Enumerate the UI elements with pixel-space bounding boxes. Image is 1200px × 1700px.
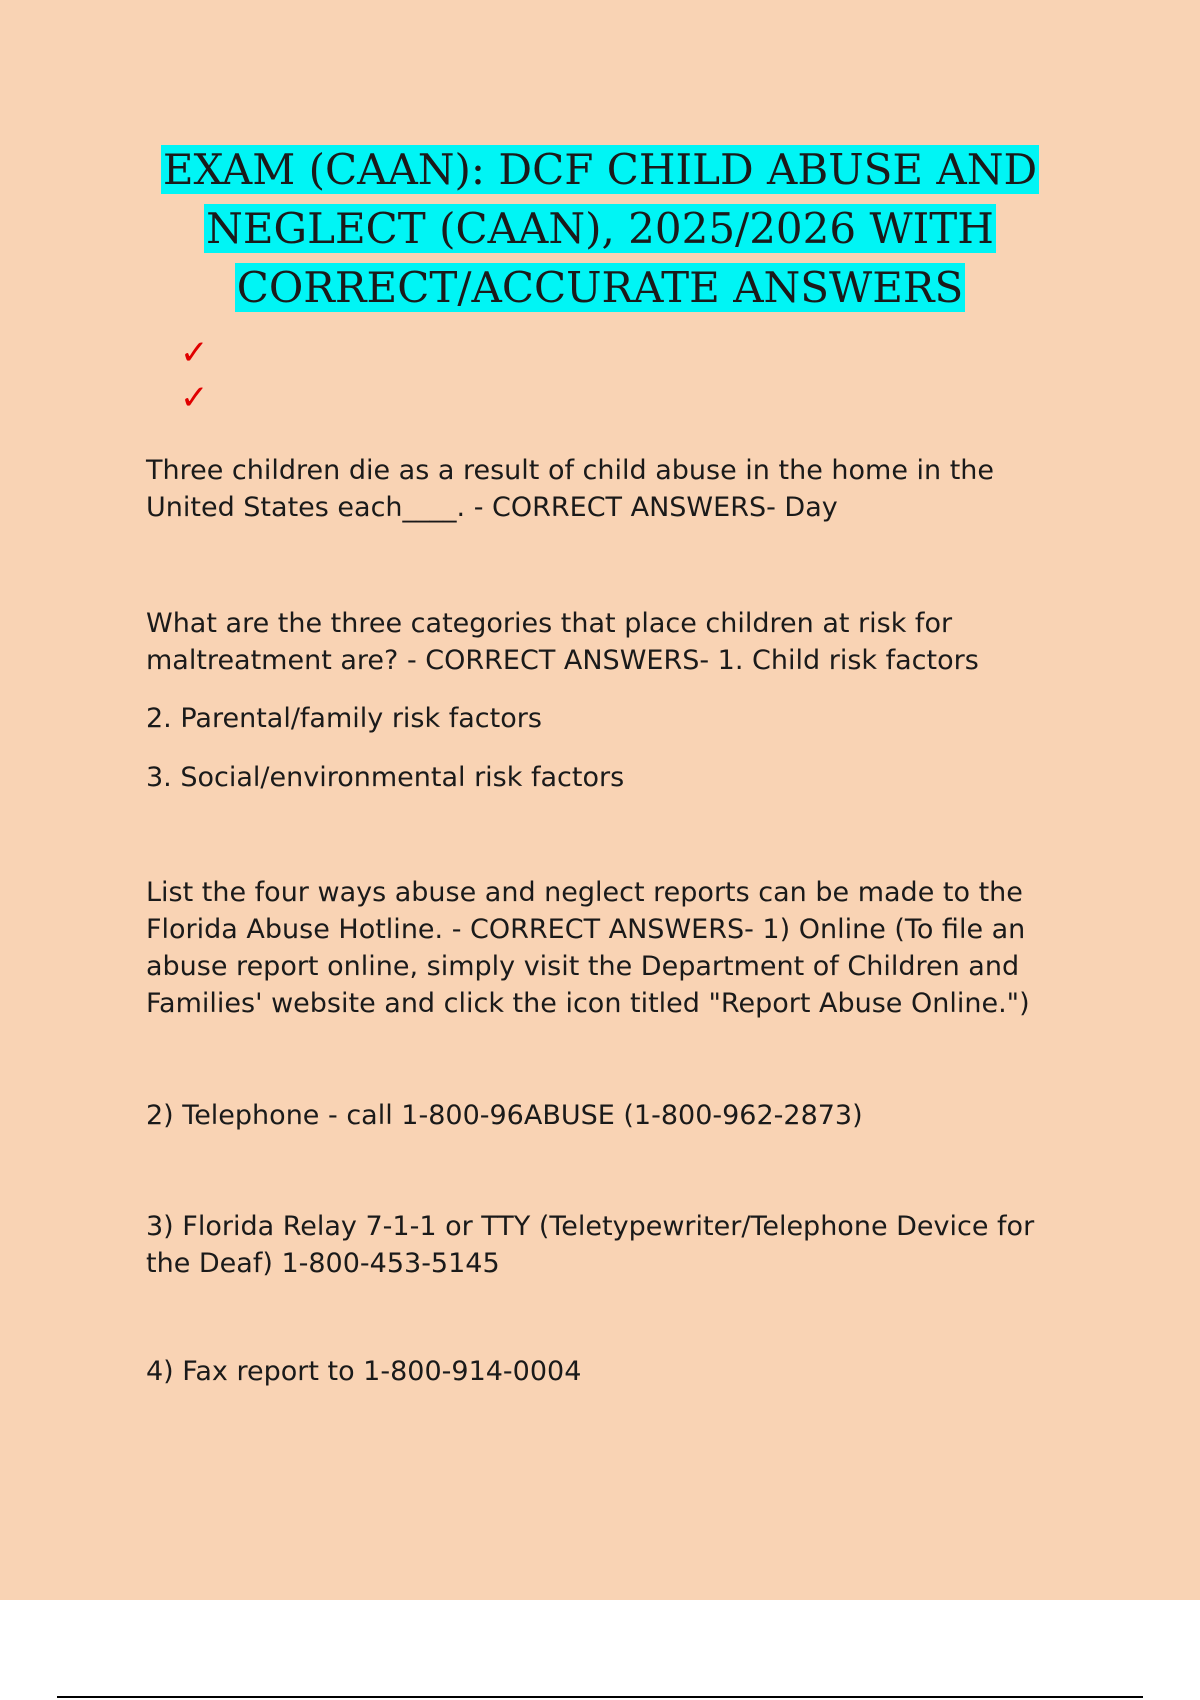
checkmark-icon: ✓ [180,333,209,373]
title-line-2: NEGLECT (CAAN), 2025/2026 WITH [206,204,994,253]
question-2-line-1: What are the three categories that place children at risk for [146,608,953,639]
answer-3-item-3 [146,1208,1096,1282]
answer-3-item-4: 4) Fax report to 1-800-914-0004 [146,1356,582,1387]
answer-2-item-2: 2. Parental/family risk factors [146,703,542,734]
question-1 [146,452,1096,526]
question-1-line-1: Three children die as a result of child abuse in the home in the [146,455,995,486]
question-3-line-3: abuse report online, simply visit the Department of Children and [146,951,1020,982]
answer-3-item-3-line-1: 3) Florida Relay 7-1-1 or TTY (Teletypewriter/Telephone Device for [146,1211,1035,1242]
question-1-line-2: United States each____. - CORRECT ANSWERS- Day [146,492,838,523]
answer-3-item-2: 2) Telephone - call 1-800-96ABUSE (1-800-962-2873) [146,1100,863,1131]
answer-2-item-3: 3. Social/environmental risk factors [146,762,625,793]
question-3-line-2: Florida Abuse Hotline. - CORRECT ANSWERS- 1) Online (To file an [146,914,1026,945]
question-3-line-4: Families' website and click the icon titled "Report Abuse Online.") [146,988,1030,1019]
title-line-3: CORRECT/ACCURATE ANSWERS [236,263,964,312]
title-line-1: EXAM (CAAN): DCF CHILD ABUSE AND [162,145,1038,194]
question-3 [146,874,1096,1022]
answer-3-item-3-line-2: the Deaf) 1-800-453-5145 [146,1248,500,1279]
question-2-line-2: maltreatment are? - CORRECT ANSWERS- 1. Child risk factors [146,645,979,676]
document-title [100,140,1100,317]
footer-rule [57,1696,1143,1698]
question-3-line-1: List the four ways abuse and neglect reports can be made to the [146,877,1023,908]
checkmark-icon: ✓ [180,378,209,418]
question-2 [146,605,1096,679]
